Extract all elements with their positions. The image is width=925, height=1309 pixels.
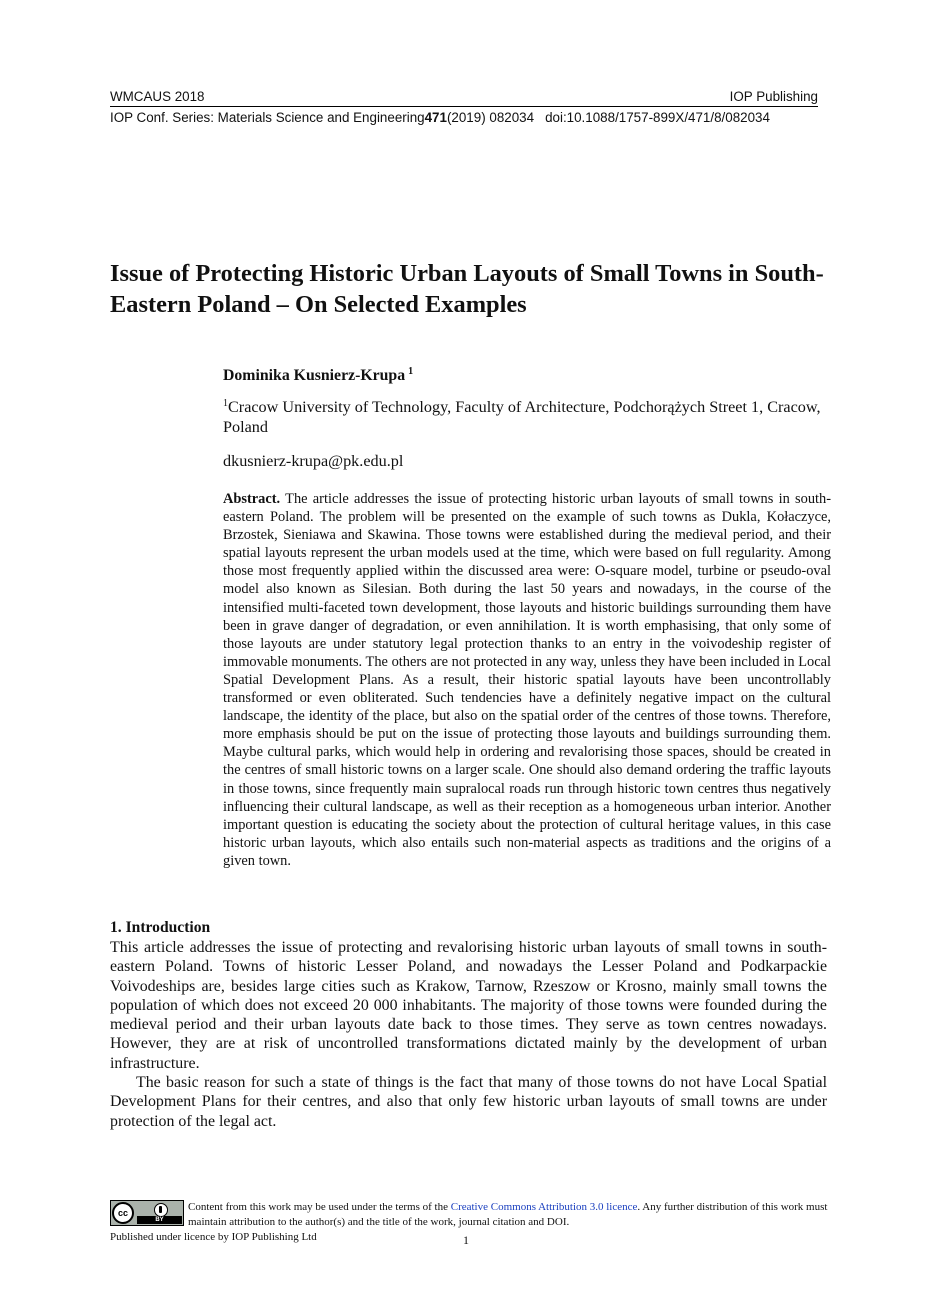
- cc-by-license-badge[interactable]: [110, 1200, 184, 1226]
- affiliation: [223, 394, 833, 437]
- header-rule: [110, 106, 818, 107]
- license-text-post: . Any further distribution of this work must maintain attribution to the author(s) and the title of the work, journal citation and DOI.: [188, 1201, 828, 1228]
- conference-name: WMCAUS 2018: [110, 89, 205, 104]
- author-name: Dominika Kusnierz-Krupa: [223, 367, 406, 384]
- page-number: 1: [463, 1233, 469, 1247]
- abstract: [223, 490, 831, 870]
- affiliation-mark: 1: [223, 398, 228, 409]
- paper-title: Issue of Protecting Historic Urban Layouts of Small Towns in South-Eastern Poland – On Selected Examples: [110, 260, 824, 318]
- volume-number: 471: [424, 110, 447, 125]
- series-prefix: IOP Conf. Series: Materials Science and Engineering: [110, 110, 425, 125]
- by-label: BY: [137, 1216, 182, 1224]
- published-under-licence: Published under licence by IOP Publishing Ltd: [110, 1231, 317, 1243]
- introduction-body: [110, 938, 827, 1131]
- series-line: [110, 110, 818, 125]
- publisher-name: IOP Publishing: [729, 89, 818, 104]
- license-notice: [188, 1200, 828, 1230]
- paragraph: This article addresses the issue of protecting and revalorising historic urban layouts of small towns in south-eastern Poland. Towns of historic Lesser Poland, and nowadays the Lesser Poland and Podkarpackie Voivodeships are, besides large cities such as Krakow, Tarnow, Rzeszow or Krosno, mainly small towns the population of which does not exceed 20 000 inhabitants. The majority of those towns were founded during the medieval period and their urban layouts date back to those times. They serve as town centres nowadays. However, they are at risk of uncontrolled transformations dictated mainly by the development of urban infrastructure.: [110, 939, 827, 1072]
- license-text-pre: Content from this work may be used under the terms of the: [188, 1201, 451, 1213]
- cc-icon: cc: [112, 1202, 134, 1224]
- running-header: [110, 89, 818, 104]
- doi[interactable]: doi:10.1088/1757-899X/471/8/082034: [545, 110, 770, 125]
- author-email[interactable]: dkusnierz-krupa@pk.edu.pl: [223, 452, 404, 470]
- author-line: [223, 366, 413, 385]
- section-heading-introduction: 1. Introduction: [110, 919, 211, 936]
- license-link[interactable]: Creative Commons Attribution 3.0 licence: [450, 1201, 638, 1213]
- abstract-label: Abstract.: [223, 491, 281, 507]
- paragraph: The basic reason for such a state of things is the fact that many of those towns do not have Local Spatial Development Plans for their centres, and also that only few historic urban layouts of small towns are under protection of the legal act.: [110, 1074, 827, 1130]
- abstract-text: The article addresses the issue of protecting historic urban layouts of small towns in south-eastern Poland. The problem will be presented on the example of such towns as Dukla, Kołaczyce, Brzostek, Sieniawa and Skawina. Those towns were established during the medieval period, and their spatial layouts represent the urban models used at the time, which were based on full regularity. Among those most frequently applied within the discussed area were: O-square model, turbine or pseudo-oval model also known as Silesian. Both during the last 50 years and nowadays, in the course of the intensified multi-faceted town development, those layouts and historic buildings surrounding them have been in grave danger of degradation, or even annihilation. It is worth emphasising, that only some of those layouts are under statutory legal protection thanks to an entry in the voivodeship register of immovable monuments. The others are not protected in any way, unless they have been included in Local Spatial Development Plans. As a result, their historic spatial layouts have been uncontrollably transformed or even obliterated. Such tendencies have a definitely negative impact on the cultural landscape, the identity of the place, but also on the spatial order of the centres of those towns. Therefore, more emphasis should be put on the issue of protecting those layouts and buildings surrounding them. Maybe cultural parks, which would help in ordering and revalorising those spaces, should be created in the centres of small historic towns on a larger scale. One should also demand ordering the traffic layouts in those towns, since frequently main supralocal roads run through historic town centres thus negatively influencing their cultural landscape, as well as their reception as a homogeneous urban interior. Another important question is educating the society about the protection of cultural heritage values, in this case historic urban layouts, which also entails such non-material aspects as traditions and the origins of a given town.: [223, 491, 831, 869]
- author-affil-mark: 1: [408, 366, 414, 377]
- affiliation-text: Cracow University of Technology, Faculty of Architecture, Podchorążych Street 1, Cracow, Poland: [223, 398, 821, 436]
- attribution-person-icon: [154, 1203, 168, 1217]
- series-suffix: (2019) 082034: [446, 110, 535, 125]
